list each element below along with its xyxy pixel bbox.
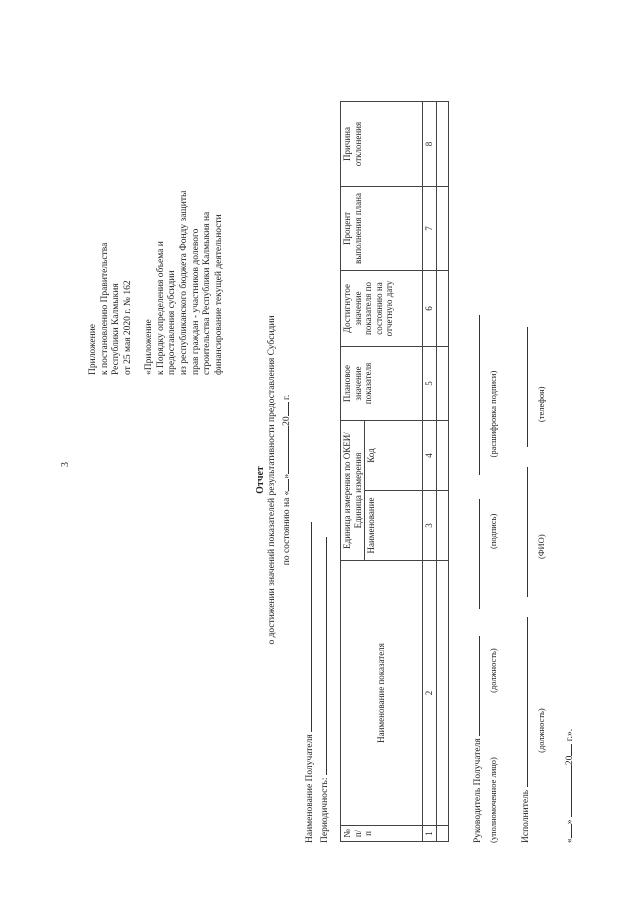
column-number: 2: [423, 561, 437, 826]
column-number: 3: [423, 491, 437, 561]
appendix-quote-line: к Порядку определения объема и: [155, 241, 166, 375]
column-number: 4: [423, 421, 437, 491]
report-title-block: [255, 135, 293, 825]
page-number: 3: [60, 462, 71, 467]
column-number: 8: [423, 102, 437, 187]
executor-line: Исполнитель: [518, 327, 533, 843]
appendix-quote-line: прав граждан - участников долевого: [190, 228, 201, 375]
table-cell: [436, 826, 448, 842]
report-title: Отчет: [255, 466, 266, 494]
table-cell: [436, 421, 448, 491]
header-unit-name: Наименование: [365, 491, 423, 561]
column-number: 1: [423, 826, 437, 842]
column-number: 7: [423, 187, 437, 271]
column-number: 5: [423, 347, 437, 421]
appendix-quote-line: строительства Республики Калмыкия на: [202, 211, 213, 375]
column-number: 6: [423, 271, 437, 347]
header-percent: Процент выполнения плана: [341, 187, 423, 271]
head-signature-captions: (уполномоченное лицо) (должность) (подпись) (расшифровка подписи): [488, 370, 498, 843]
appendix-line: к постановлению Правительства: [99, 242, 110, 375]
table-cell: [436, 491, 448, 561]
indicators-table: [340, 101, 449, 842]
periodicity-field: Периодичность:: [317, 522, 332, 843]
table-cell: [436, 102, 448, 187]
header-planned: Плановое значение показателя: [341, 347, 423, 421]
appendix-quote-line: финансирование текущей деятельности: [213, 214, 224, 375]
report-subtitle: о достижении значений показателей результативности предоставления Субсидии: [267, 315, 278, 645]
table-cell: [436, 561, 448, 826]
appendix-quote-line: «Приложение: [144, 319, 155, 375]
appendix-quote-line: предоставления субсидии: [167, 270, 178, 375]
report-meta: [302, 522, 331, 843]
recipient-name-field: Наименование Получателя: [302, 522, 317, 843]
appendix-line: Приложение: [88, 324, 98, 375]
header-reason: Причина отклонения: [341, 102, 423, 187]
header-num: № п/п: [341, 826, 423, 842]
head-signature-line: Руководитель Получателя: [470, 315, 485, 843]
header-unit-code: Код: [365, 421, 423, 491]
header-unit-group: Единица измерения по ОКЕИ/Единица измерения: [341, 421, 365, 561]
header-indicator: Наименование показателя: [341, 561, 423, 826]
appendix-block: [88, 135, 225, 375]
table-cell: [436, 187, 448, 271]
appendix-line: от 25 мая 2020 г. № 162: [122, 280, 133, 375]
header-achieved: Достигнутое значение показателя по состоянию на отчетную дату: [341, 271, 423, 347]
appendix-quote-line: из республиканского бюджета Фонду защиты: [179, 190, 190, 375]
signature-date: «» 20 г.».: [562, 729, 577, 843]
executor-captions: (должность) (ФИО) (телефон): [536, 386, 546, 753]
appendix-line: Республики Калмыкия: [111, 283, 122, 375]
table-cell: [436, 271, 448, 347]
table-cell: [436, 347, 448, 421]
report-date: по состоянию на «»20 г.: [279, 135, 294, 825]
